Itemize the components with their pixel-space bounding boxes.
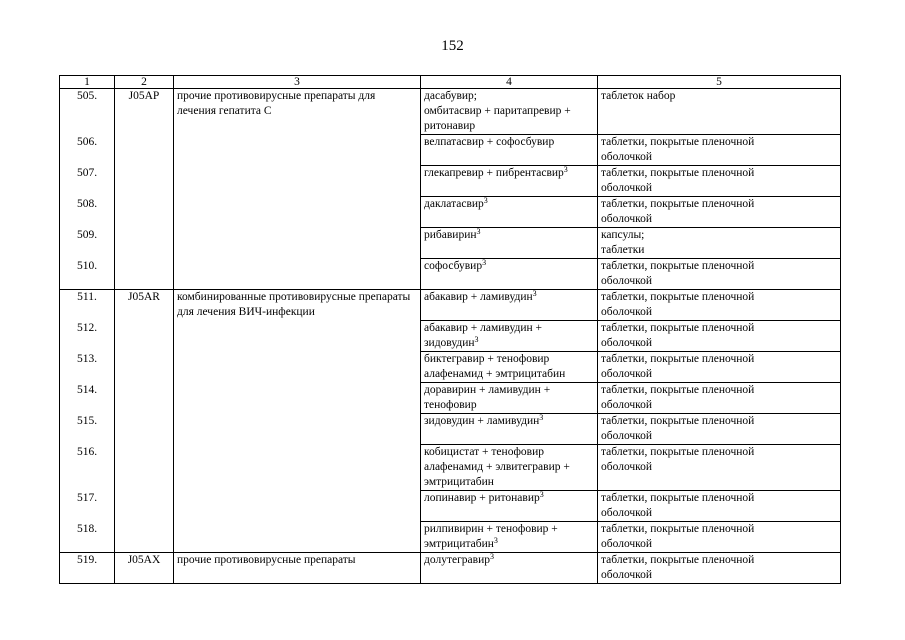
drug-name-cell [421,553,598,584]
atc-code-cell [115,228,174,259]
footnote-marker: 3 [563,165,568,174]
dosage-form-cell [598,553,841,584]
drug-table-body [60,76,841,584]
table-row [60,553,841,584]
dosage-form-line: капсулы; [601,229,645,241]
dosage-form-line: оболочкой [601,337,653,349]
row-number-cell: 516. [60,445,115,491]
dosage-form-line: таблетки, покрытые пленочной [601,554,755,566]
drug-name-cell [421,491,598,522]
drug-name-line: лопинавир + ритонавир [424,492,540,504]
group-name-cell [174,135,421,166]
drug-name-line-wrap [424,553,594,568]
drug-name-cell [421,197,598,228]
drug-name-line: долутегравир [424,554,490,566]
dosage-form-line: таблетки, покрытые пленочной [601,446,755,458]
row-number-cell: 510. [60,259,115,290]
atc-code-cell [115,321,174,352]
dosage-form-cell [598,166,841,197]
atc-code-cell [115,414,174,445]
drug-name-line: эмтрицитабин [424,538,494,550]
header-cell: 3 [174,76,421,89]
atc-code-cell [115,383,174,414]
drug-name-line: рилпивирин + тенофовир + [424,523,558,535]
drug-name-line-wrap [424,290,594,305]
drug-name-line: омбитасвир + паритапревир + [424,105,571,117]
dosage-form-line: таблетки, покрытые пленочной [601,291,755,303]
dosage-form-line: таблетки, покрытые пленочной [601,198,755,210]
drug-name-line-wrap [424,491,594,506]
footnote-marker: 3 [482,258,487,267]
atc-code-cell [115,352,174,383]
table-row [60,89,841,135]
drug-name-line: зидовудин [424,337,475,349]
drug-name-cell [421,228,598,259]
atc-code-cell [115,197,174,228]
drug-name-line: алафенамид + элвитегравир + [424,461,570,473]
table-row [60,321,841,352]
row-number-cell: 518. [60,522,115,553]
row-number-cell: 509. [60,228,115,259]
dosage-form-line: таблетки [601,244,645,256]
row-number-cell: 505. [60,89,115,135]
dosage-form-line: таблеток набор [601,90,676,102]
group-name-cell: комбинированные противовирусные препараты для лечения ВИЧ-инфекции [174,290,421,321]
drug-name-line: абакавир + ламивудин [424,291,533,303]
dosage-form-line: оболочкой [601,275,653,287]
dosage-form-line: таблетки, покрытые пленочной [601,167,755,179]
drug-name-cell [421,290,598,321]
atc-code-cell [115,445,174,491]
dosage-form-cell [598,135,841,166]
table-row [60,383,841,414]
header-cell: 1 [60,76,115,89]
footnote-marker: 3 [476,227,481,236]
group-name-cell [174,197,421,228]
dosage-form-line: оболочкой [601,538,653,550]
drug-name-cell [421,352,598,383]
dosage-form-line: таблетки, покрытые пленочной [601,260,755,272]
dosage-form-line: таблетки, покрытые пленочной [601,384,755,396]
drug-name-line: ритонавир [424,120,476,132]
dosage-form-line: оболочкой [601,569,653,581]
dosage-form-line: оболочкой [601,182,653,194]
dosage-form-line: оболочкой [601,507,653,519]
dosage-form-line: таблетки, покрытые пленочной [601,523,755,535]
drug-name-cell [421,259,598,290]
group-name-cell [174,228,421,259]
drug-name-line-wrap [424,336,594,351]
atc-code-cell [115,135,174,166]
drug-name-line-wrap [424,414,594,429]
drug-name-line: доравирин + ламивудин + [424,384,551,396]
footnote-marker: 3 [493,536,498,545]
table-row [60,414,841,445]
table-row [60,491,841,522]
group-name-cell [174,383,421,414]
dosage-form-cell [598,321,841,352]
group-name-cell [174,352,421,383]
row-number-cell: 515. [60,414,115,445]
atc-code-cell [115,491,174,522]
dosage-form-line: оболочкой [601,461,653,473]
table-row [60,135,841,166]
header-cell: 2 [115,76,174,89]
drug-name-cell [421,522,598,553]
dosage-form-line: оболочкой [601,430,653,442]
drug-name-line: велпатасвир + софосбувир [424,136,555,148]
footnote-marker: 3 [489,552,494,561]
row-number-cell: 506. [60,135,115,166]
atc-code-cell [115,522,174,553]
table-row [60,197,841,228]
atc-code-cell [115,259,174,290]
drug-name-cell [421,383,598,414]
group-name-cell [174,445,421,491]
drug-name-cell [421,445,598,491]
dosage-form-cell [598,414,841,445]
row-number-cell: 513. [60,352,115,383]
drug-name-cell [421,135,598,166]
atc-code-cell: J05AP [115,89,174,135]
dosage-form-line: оболочкой [601,151,653,163]
dosage-form-cell [598,522,841,553]
drug-name-line: дасабувир; [424,90,477,102]
group-name-cell [174,166,421,197]
table-row [60,166,841,197]
table-row [60,290,841,321]
table-row [60,352,841,383]
header-cell: 5 [598,76,841,89]
drug-name-line: абакавир + ламивудин + [424,322,543,334]
drug-name-line: даклатасвир [424,198,484,210]
dosage-form-cell [598,445,841,491]
dosage-form-cell [598,89,841,135]
table-row [60,445,841,491]
dosage-form-line: таблетки, покрытые пленочной [601,322,755,334]
group-name-cell [174,491,421,522]
footnote-marker: 3 [483,196,488,205]
group-name-cell: прочие противовирусные препараты [174,553,421,584]
row-number-cell: 511. [60,290,115,321]
drug-name-line: биктегравир + тенофовир [424,353,550,365]
dosage-form-cell [598,352,841,383]
drug-name-line: рибавирин [424,229,477,241]
drug-name-line: софосбувир [424,260,483,272]
dosage-form-cell [598,259,841,290]
table-row [60,522,841,553]
dosage-form-line: оболочкой [601,306,653,318]
row-number-cell: 512. [60,321,115,352]
drug-name-line-wrap [424,537,594,552]
group-name-cell [174,321,421,352]
dosage-form-line: таблетки, покрытые пленочной [601,136,755,148]
table-row [60,228,841,259]
group-name-cell [174,414,421,445]
atc-code-cell: J05AR [115,290,174,321]
dosage-form-line: таблетки, покрытые пленочной [601,415,755,427]
drug-name-line: зидовудин + ламивудин [424,415,540,427]
drug-name-line: алафенамид + эмтрицитабин [424,368,566,380]
drug-name-line-wrap [424,197,594,212]
dosage-form-line: оболочкой [601,213,653,225]
dosage-form-line: оболочкой [601,368,653,380]
page-number: 152 [441,38,464,54]
drug-name-line-wrap [424,259,594,274]
dosage-form-cell [598,383,841,414]
dosage-form-line: таблетки, покрытые пленочной [601,353,755,365]
footnote-marker: 3 [539,413,544,422]
drug-name-cell [421,89,598,135]
dosage-form-cell [598,228,841,259]
footnote-marker: 3 [539,490,544,499]
drug-name-line: эмтрицитабин [424,476,494,488]
row-number-cell: 517. [60,491,115,522]
drug-name-cell [421,321,598,352]
drug-name-cell [421,414,598,445]
row-number-cell: 519. [60,553,115,584]
row-number-cell: 508. [60,197,115,228]
drug-name-line-wrap [424,228,594,243]
table-row [60,259,841,290]
dosage-form-line: оболочкой [601,399,653,411]
dosage-form-line: таблетки, покрытые пленочной [601,492,755,504]
header-row [60,76,841,89]
group-name-cell: прочие противовирусные препараты для лечения гепатита C [174,89,421,135]
dosage-form-cell [598,491,841,522]
footnote-marker: 3 [474,335,479,344]
drug-table [59,75,841,584]
drug-name-line: тенофовир [424,399,477,411]
group-name-cell [174,259,421,290]
footnote-marker: 3 [532,289,537,298]
dosage-form-cell [598,290,841,321]
dosage-form-cell [598,197,841,228]
row-number-cell: 514. [60,383,115,414]
atc-code-cell [115,166,174,197]
drug-name-cell [421,166,598,197]
header-cell: 4 [421,76,598,89]
drug-name-line-wrap [424,166,594,181]
drug-name-line: кобицистат + тенофовир [424,446,544,458]
group-name-cell [174,522,421,553]
atc-code-cell: J05AX [115,553,174,584]
drug-name-line: глекапревир + пибрентасвир [424,167,564,179]
row-number-cell: 507. [60,166,115,197]
